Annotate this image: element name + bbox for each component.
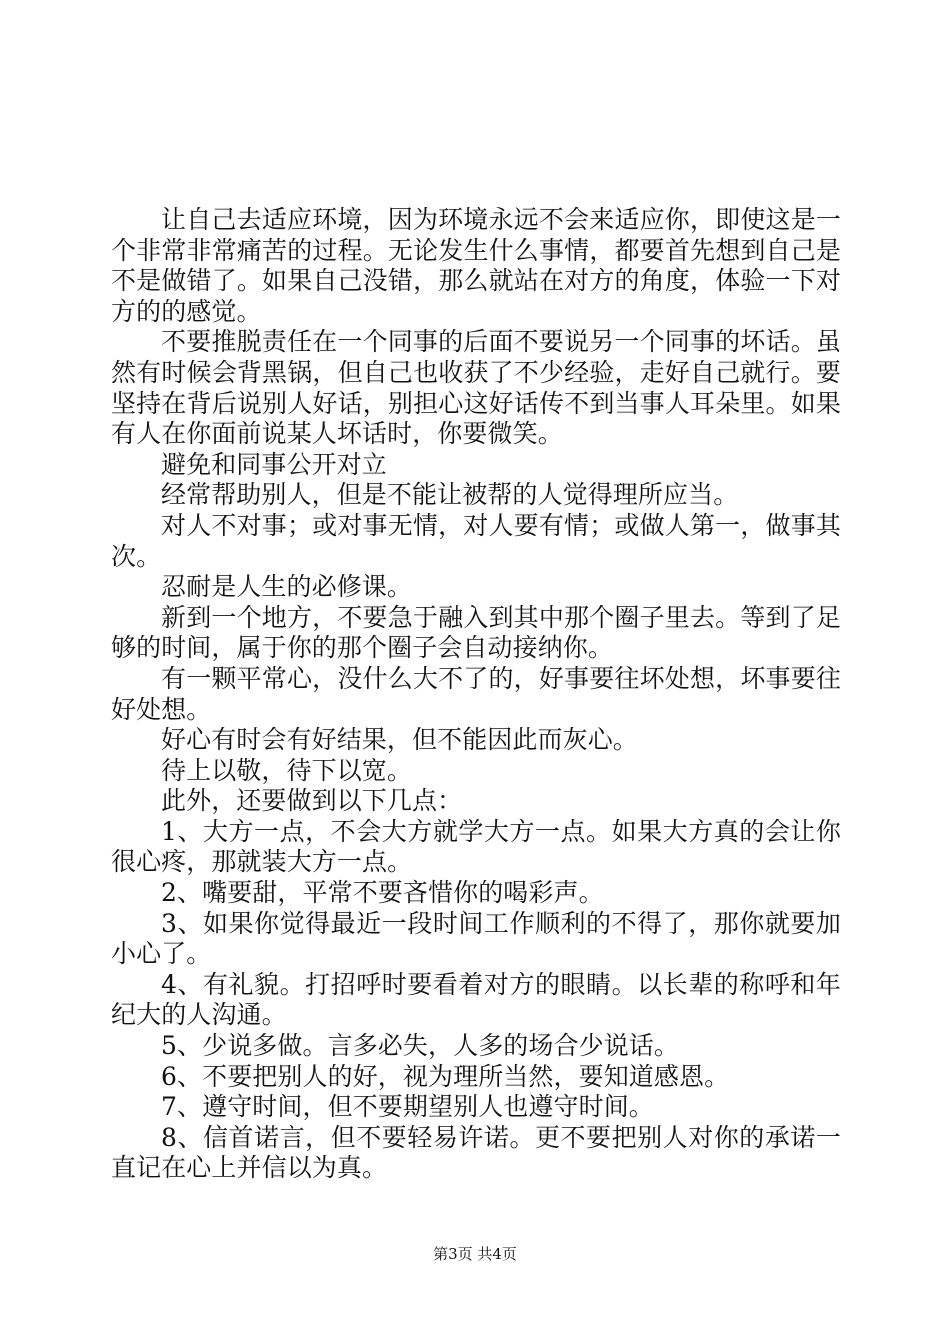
- list-item: 8、信首诺言，但不要轻易许诺。更不要把别人对你的承诺一直记在心上并信以为真。: [111, 1122, 841, 1183]
- paragraph: 待上以敬，待下以宽。: [161, 755, 413, 785]
- paragraph: 忍耐是人生的必修课。: [161, 572, 413, 602]
- page-footer: [0, 1244, 950, 1264]
- paragraph: 不要推脱责任在一个同事的后面不要说另一个同事的坏话。虽然有时候会背黑锅，但自己也收获了不少经验，走好自己就行。要坚持在背后说别人好话，别担心这好话传不到当事人耳朵里。如果有人在你面前说某人坏话时，你要微笑。: [111, 327, 841, 449]
- list-item: 2、嘴要甜，平常不要吝惜你的喝彩声。: [161, 878, 604, 908]
- paragraph: 好心有时会有好结果，但不能因此而灰心。: [161, 725, 638, 755]
- paragraph: 避免和同事公开对立: [161, 449, 387, 479]
- list-item: 5、少说多做。言多必失，人多的场合少说话。: [161, 1031, 680, 1061]
- paragraph: 对人不对事；或对事无情，对人要有情；或做人第一，做事其次。: [111, 510, 841, 571]
- paragraph: 此外，还要做到以下几点：: [161, 786, 463, 816]
- document-body: [111, 205, 841, 1184]
- page-number-label: 第3页 共4页: [433, 1245, 517, 1263]
- list-item: 4、有礼貌。打招呼时要看着对方的眼睛。以长辈的称呼和年纪大的人沟通。: [111, 969, 841, 1030]
- list-item: 6、不要把别人的好，视为理所当然，要知道感恩。: [161, 1061, 730, 1091]
- paragraph: 新到一个地方，不要急于融入到其中那个圈子里去。等到了足够的时间，属于你的那个圈子会自动接纳你。: [111, 602, 841, 663]
- paragraph: 有一颗平常心，没什么大不了的，好事要往坏处想，坏事要往好处想。: [111, 663, 841, 724]
- list-item: 1、大方一点，不会大方就学大方一点。如果大方真的会让你很心疼，那就装大方一点。: [111, 816, 841, 877]
- paragraph: 让自己去适应环境，因为环境永远不会来适应你，即使这是一个非常非常痛苦的过程。无论发生什么事情，都要首先想到自己是不是做错了。如果自己没错，那么就站在对方的角度，体验一下对方的的感觉。: [111, 205, 841, 326]
- paragraph: 经常帮助别人，但是不能让被帮的人觉得理所应当。: [161, 480, 739, 510]
- list-item: 3、如果你觉得最近一段时间工作顺利的不得了，那你就要加小心了。: [111, 908, 841, 969]
- list-item: 7、遵守时间，但不要期望别人也遵守时间。: [161, 1092, 654, 1122]
